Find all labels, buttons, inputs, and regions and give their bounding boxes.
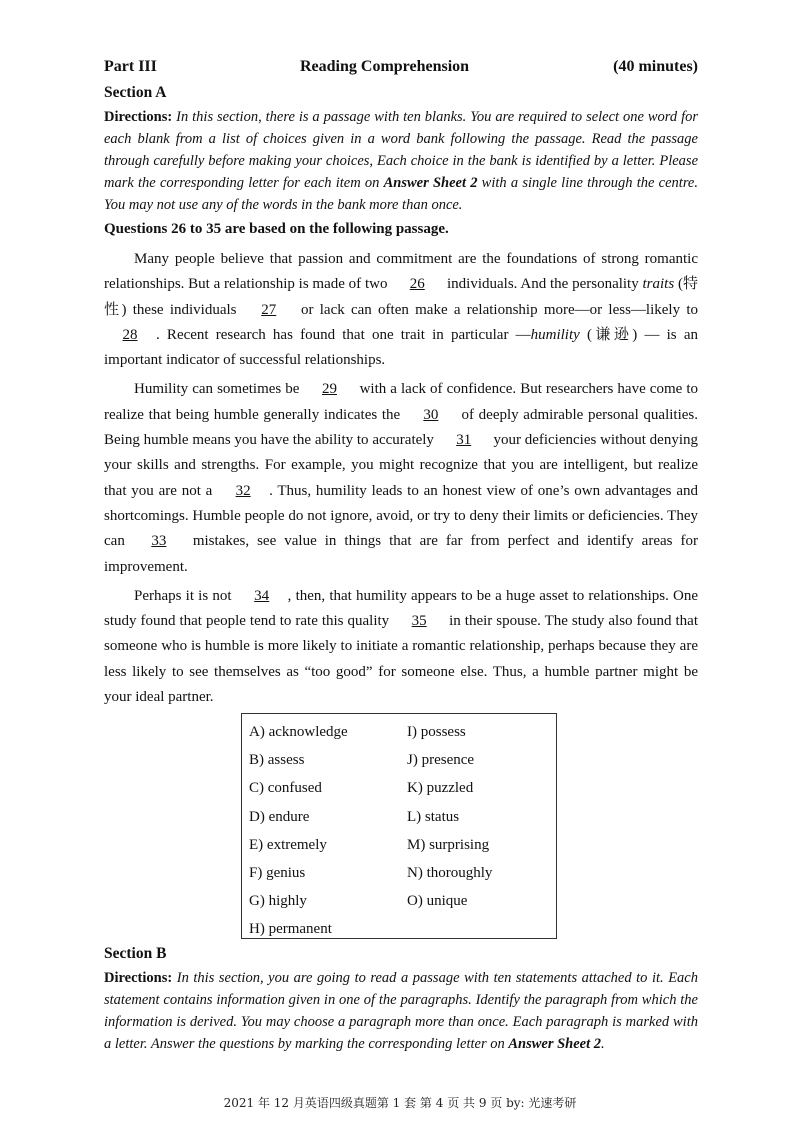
word-bank-option: M) surprising — [407, 836, 490, 853]
word-bank-column-2 — [407, 718, 492, 915]
passage-text: of deeply admirable personal qualities. Being humble means you have the ability to accurately — [104, 406, 698, 449]
part-header — [104, 58, 698, 82]
word-bank-option: C) confused — [249, 780, 322, 797]
passage-text: . Thus, humility leads to an honest view of one’s own advantages and shortcomings. Humble people do not ignore, avoid, or try to deny their limits or deficiencies. They can — [104, 482, 698, 550]
passage-text: individuals. And the personality — [443, 276, 643, 293]
blank-32: 32 — [235, 482, 251, 499]
passage-text: with a lack of confidence. But researchers have come to realize that being humble generally indicates the — [104, 381, 699, 423]
directions-text-end: . — [601, 1036, 605, 1052]
passage-text: , then, that humility appears to be a huge asset to relationships. One study found that people tend to rate this quality — [104, 587, 698, 630]
passage-paragraph-3 — [104, 584, 698, 710]
passage-text: or lack can often make a relationship more—or less—likely to — [294, 301, 698, 318]
word-bank-option: J) presence — [407, 752, 475, 769]
blank-31: 31 — [456, 432, 472, 449]
passage-text: Many people believe that passion and commitment are the foundations of strong romantic relationships. But a relationship is made of two — [104, 251, 698, 293]
blank-30: 30 — [423, 406, 439, 423]
word-bank-column-1 — [249, 718, 348, 944]
word-bank-option: L) status — [407, 808, 460, 825]
word-bank-option: D) endure — [249, 808, 310, 825]
word-bank-option: H) permanent — [249, 921, 332, 938]
blank-34: 34 — [254, 587, 270, 604]
passage-text: in their spouse. The study also found that someone who is humble is more likely to initiate a romantic relationship, perhaps because they are less likely to see themselves as “too good” for someone else. Thus, a humble partner might be your ideal partner. — [104, 613, 698, 706]
blank-29: 29 — [322, 381, 338, 398]
passage-paragraph-2 — [104, 377, 698, 579]
word-bank-option: E) extremely — [249, 836, 327, 853]
time-limit: (40 minutes) — [613, 58, 698, 75]
word-bank-option: O) unique — [407, 893, 468, 910]
word-bank-option: B) assess — [249, 752, 305, 769]
word-bank-option: I) possess — [407, 724, 466, 740]
part-label: Part III — [104, 58, 157, 75]
directions-text-end: with a single line through the centre. You may not use any of the words in the bank more than once. — [104, 175, 698, 213]
passage-text: mistakes, see value in things that are far from perfect and identify areas for improvement. — [104, 533, 698, 575]
word-bank-option: A) acknowledge — [249, 724, 348, 740]
questions-heading: Questions 26 to 35 are based on the following passage. — [104, 221, 449, 237]
section-b-title: Section B — [104, 945, 167, 962]
answer-sheet-ref: Answer Sheet 2 — [383, 175, 478, 191]
word-bank-option: G) highly — [249, 893, 307, 910]
word-bank — [241, 713, 557, 939]
exam-page — [104, 58, 699, 1052]
directions-text: In this section, you are going to read a passage with ten statements attached to it. Each statement contains information given in one of the paragraphs. Identify the paragraph from which the information is derived. You may choose a paragraph more than once. Each paragraph is marked with a letter. Answer the questions by marking the corresponding letter on — [104, 970, 698, 1052]
word-bank-option: N) thoroughly — [407, 864, 493, 881]
blank-26: 26 — [409, 276, 425, 293]
part-title: Reading Comprehension — [300, 58, 470, 75]
passage-term-humility: humility — [530, 326, 580, 343]
directions-text: In this section, there is a passage with ten blanks. You are required to select one word for each blank from a list of choices given in a word bank following the passage. Read the passage through carefully before making your choices, Each choice in the bank is identified by a letter. Please mark the corresponding letter for each item on — [104, 109, 698, 191]
passage-text: Humility can sometimes be — [134, 381, 304, 398]
blank-28: 28 — [122, 326, 138, 343]
directions-label: Directions: — [104, 970, 173, 986]
blank-27: 27 — [261, 301, 277, 318]
section-b — [104, 943, 698, 1055]
passage-text: Perhaps it is not — [134, 587, 236, 604]
blank-33: 33 — [151, 533, 167, 550]
passage-text: your deficiencies without denying your skills and strengths. For example, you might recognize that you are intelligent, but realize that you are not a — [104, 432, 699, 499]
directions-label: Directions: — [104, 109, 173, 125]
answer-sheet-ref: Answer Sheet 2 — [508, 1036, 602, 1052]
blank-35: 35 — [411, 613, 427, 630]
section-a-title: Section A — [104, 84, 167, 101]
passage-text: (谦逊) — is an important indicator of successful relationships. — [104, 326, 698, 369]
word-bank-option: F) genius — [249, 864, 306, 881]
word-bank-option: K) puzzled — [407, 780, 474, 797]
page-footer: 2021 年 12 月英语四级真题第 1 套 第 4 页 共 9 页 by: 光速考研 — [223, 1096, 577, 1110]
passage-term-traits: traits — [642, 276, 675, 293]
section-b-directions — [104, 967, 698, 1055]
passage-text: (特性) these individuals — [104, 276, 698, 318]
passage-paragraph-1 — [104, 247, 698, 373]
section-a-directions — [104, 106, 698, 216]
passage-text: . Recent research has found that one trait in particular — — [156, 326, 531, 343]
